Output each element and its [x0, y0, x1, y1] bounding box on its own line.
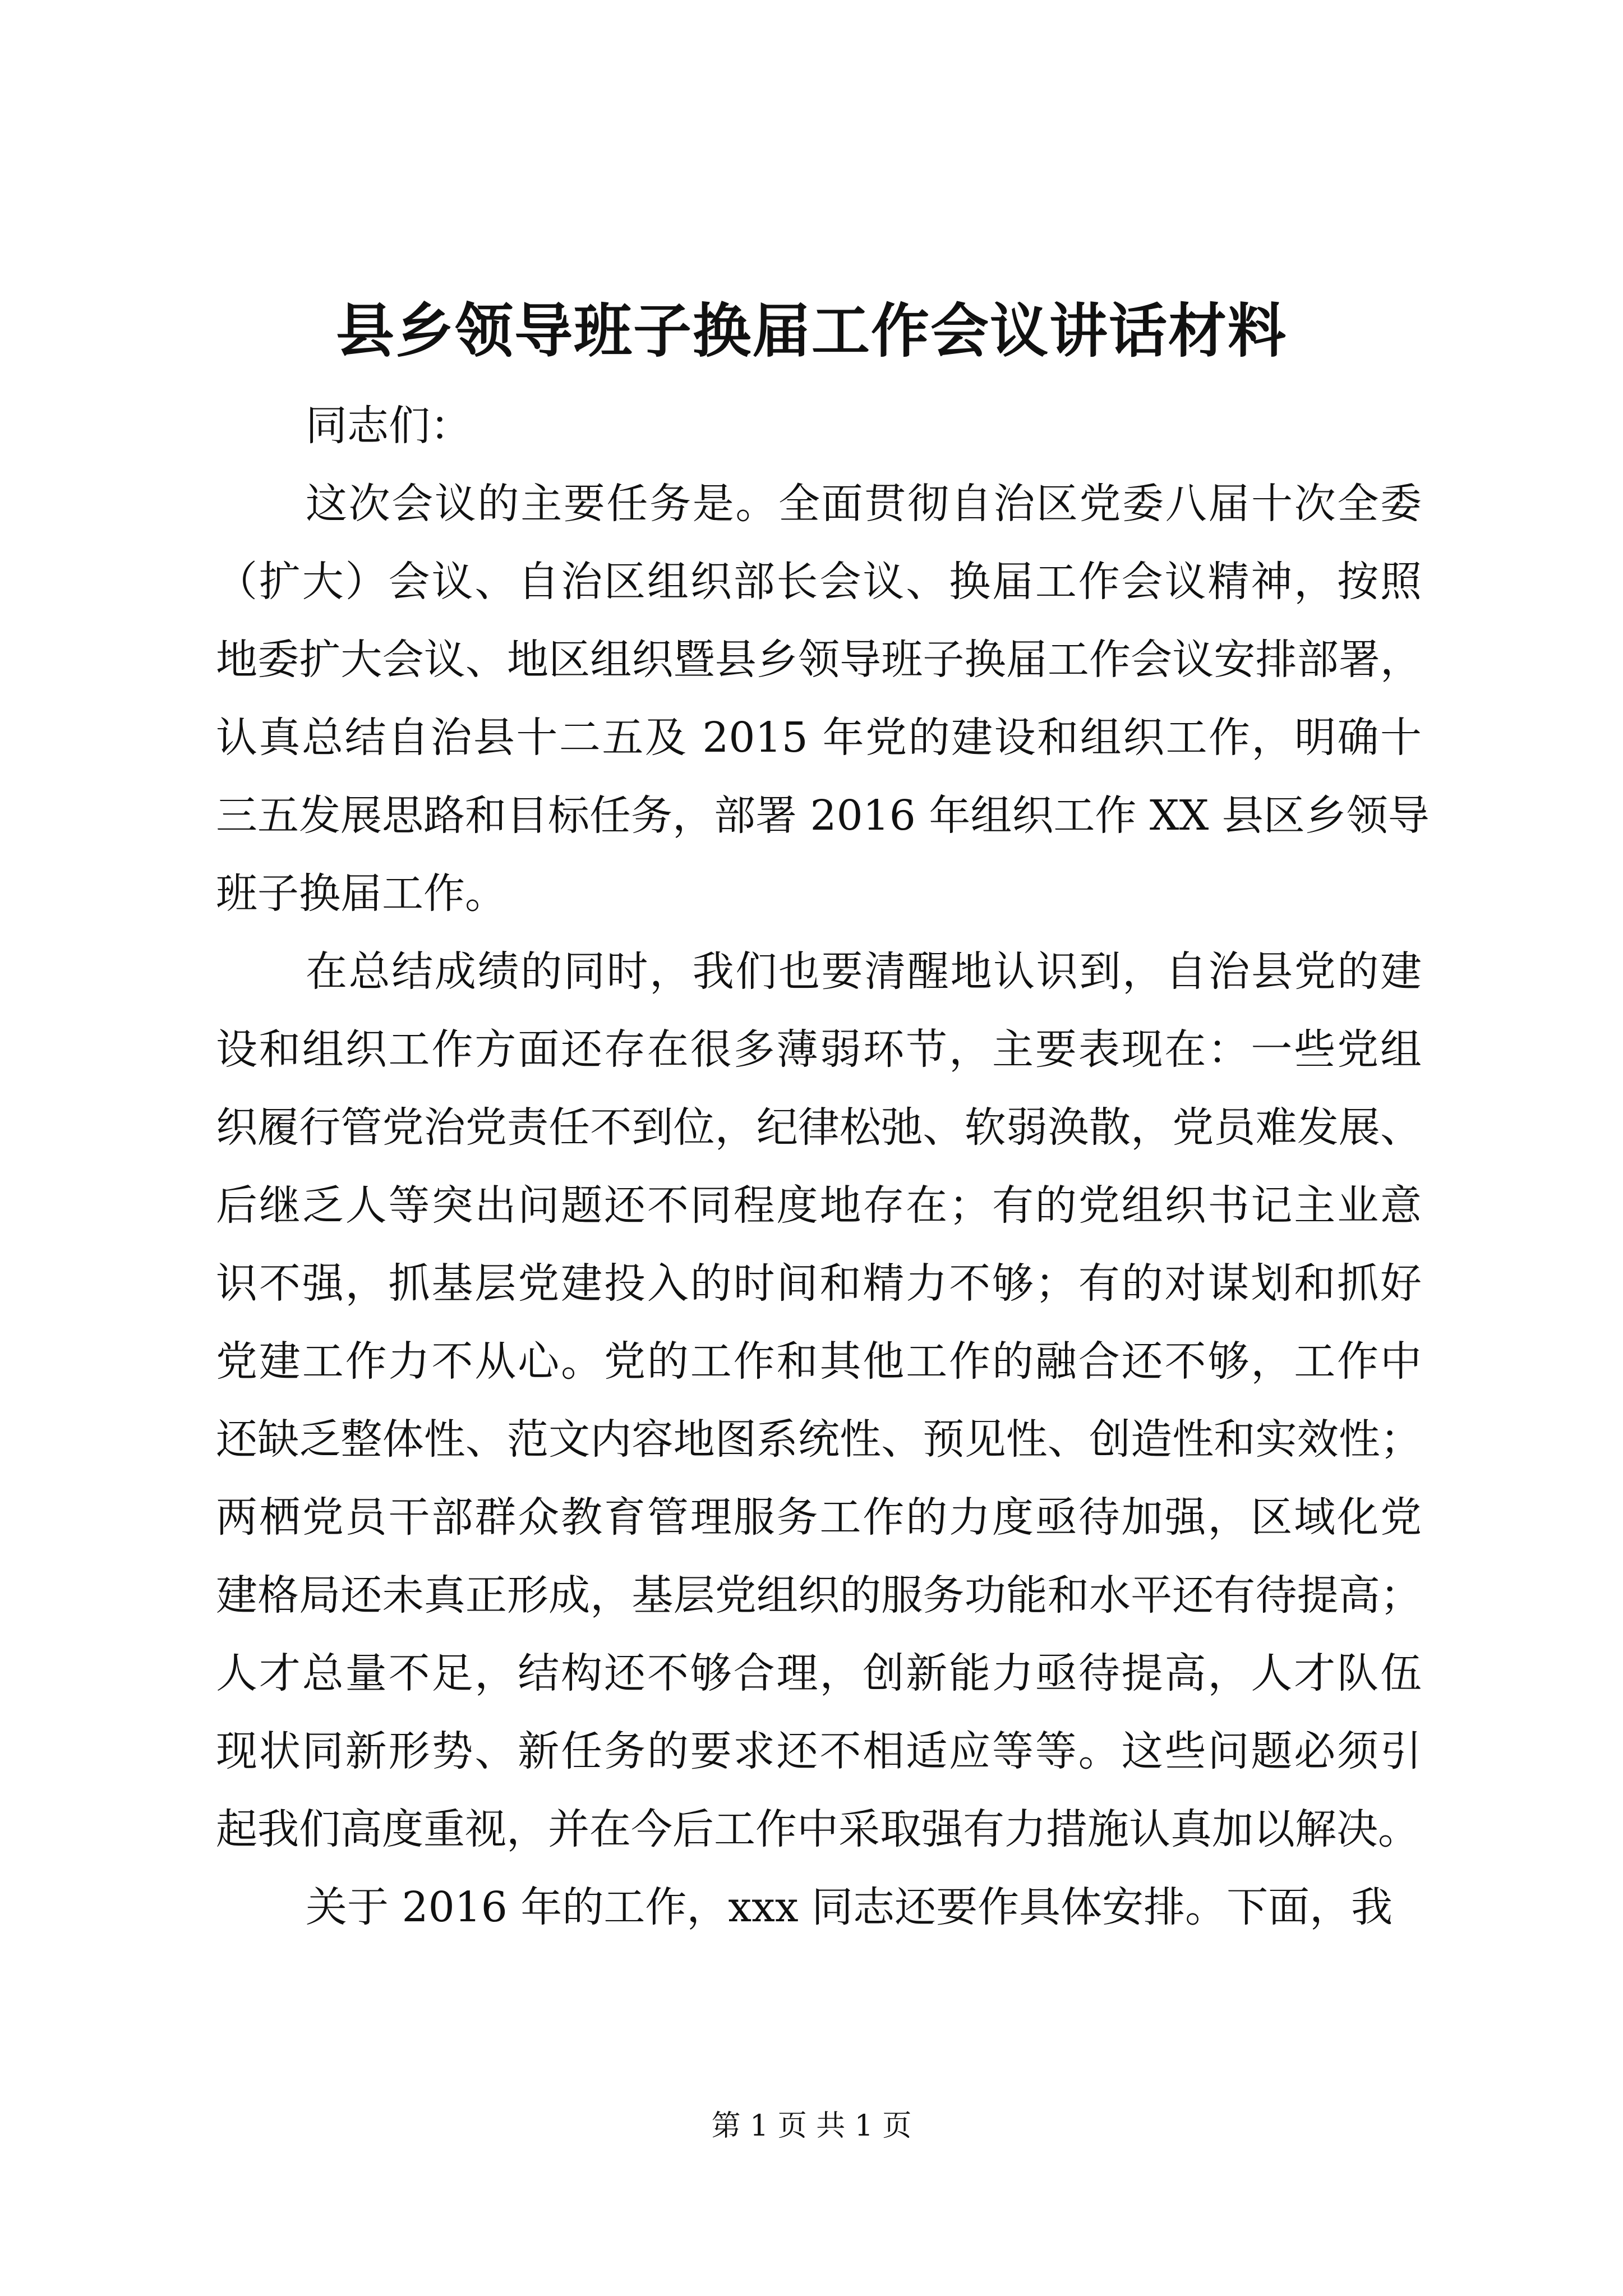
paragraph — [216, 387, 1422, 465]
paragraph-line: 设和组织工作方面还存在很多薄弱环节，主要表现在：一些党组 — [216, 1025, 1422, 1074]
paragraph-line: 人才总量不足，结构还不够合理，创新能力亟待提高，人才队伍 — [216, 1649, 1422, 1697]
paragraph-line: 起我们高度重视，并在今后工作中采取强有力措施认真加以解决。 — [216, 1805, 1419, 1853]
paragraph-line: 党建工作力不从心。党的工作和其他工作的融合还不够，工作中 — [216, 1337, 1422, 1386]
paragraph-line: 现状同新形势、新任务的要求还不相适应等等。这些问题必须引 — [216, 1727, 1422, 1775]
paragraph — [216, 1869, 1422, 1947]
paragraph-line: 地委扩大会议、地区组织暨县乡领导班子换届工作会议安排部署， — [216, 636, 1422, 684]
paragraph-line: 识不强，抓基层党建投入的时间和精力不够；有的对谋划和抓好 — [216, 1259, 1422, 1308]
paragraph-line: （扩大）会议、自治区组织部长会议、换届工作会议精神，按照 — [216, 558, 1422, 606]
paragraph-line: 后继乏人等突出问题还不同程度地存在；有的党组织书记主业意 — [216, 1181, 1422, 1230]
paragraph-line: 在总结成绩的同时，我们也要清醒地认识到，自治县党的建 — [306, 947, 1422, 996]
paragraph-line: 班子换届工作。 — [216, 869, 506, 918]
paragraph-line: 还缺乏整体性、范文内容地图系统性、预见性、创造性和实效性； — [216, 1415, 1422, 1464]
paragraph-line: 这次会议的主要任务是。全面贯彻自治区党委八届十次全委 — [306, 480, 1422, 528]
document-body — [216, 387, 1430, 1947]
paragraph — [216, 933, 1422, 1869]
paragraph-line: 认真总结自治县十二五及 2015 年党的建设和组织工作，明确十 — [216, 714, 1422, 762]
paragraph-line: 建格局还未真正形成，基层党组织的服务功能和水平还有待提高； — [216, 1571, 1422, 1619]
page-footer: 第 1 页 共 1 页 — [711, 2109, 912, 2143]
paragraph-line: 三五发展思路和目标任务，部署 2016 年组织工作 XX 县区乡领导 — [216, 792, 1430, 840]
paragraph-line: 同志们： — [306, 402, 472, 450]
paragraph-line: 关于 2016 年的工作，xxx 同志还要作具体安排。下面，我 — [306, 1883, 1393, 1931]
paragraph-line: 织履行管党治党责任不到位，纪律松弛、软弱涣散，党员难发展、 — [216, 1103, 1422, 1152]
paragraph — [216, 465, 1430, 933]
document-title: 县乡领导班子换届工作会议讲话材料 — [335, 296, 1287, 365]
paragraph-line: 两栖党员干部群众教育管理服务工作的力度亟待加强，区域化党 — [216, 1493, 1422, 1542]
